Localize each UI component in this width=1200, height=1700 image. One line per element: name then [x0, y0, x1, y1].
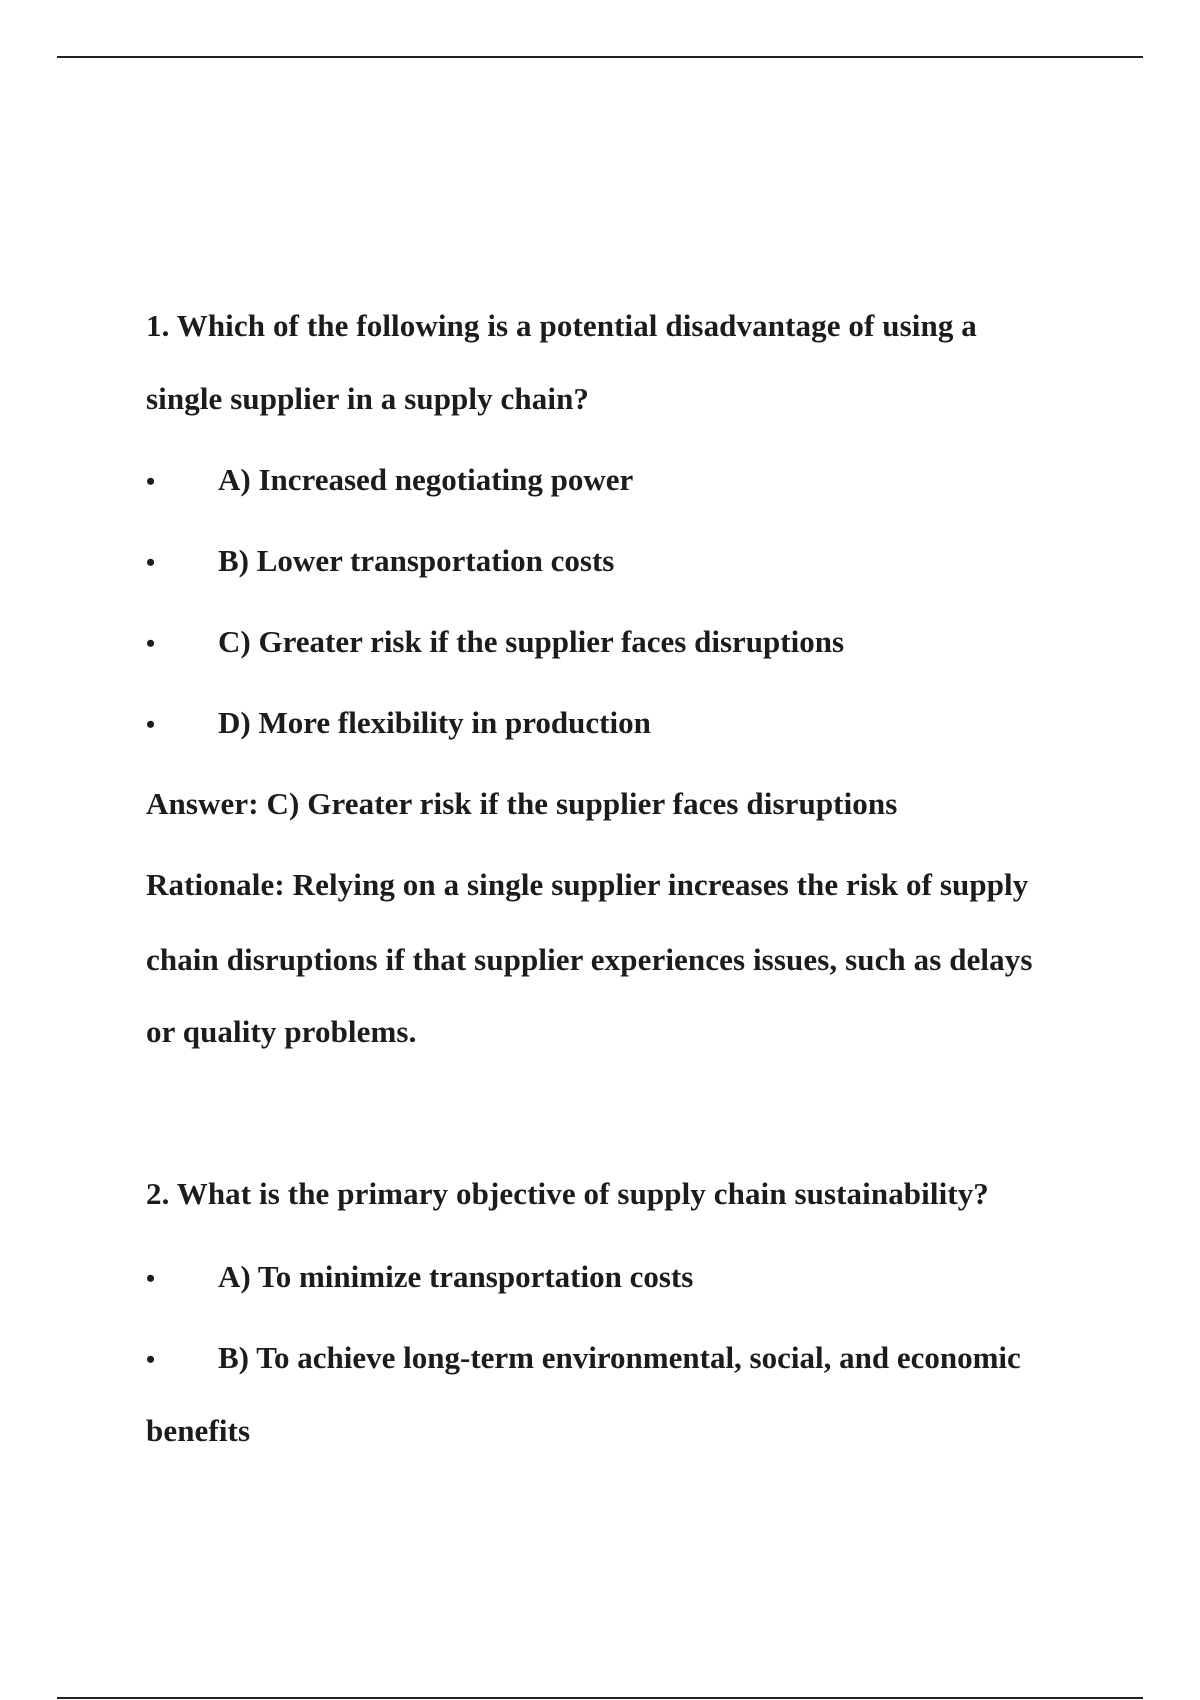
- bullet-icon: •: [146, 1264, 156, 1293]
- option-label: A) To minimize transportation costs: [218, 1259, 694, 1294]
- bullet-icon: •: [146, 548, 156, 577]
- question-1-rationale-line-3: or quality problems.: [146, 1014, 417, 1049]
- bullet-icon: •: [146, 467, 156, 496]
- question-2-stem: 2. What is the primary objective of supply chain sustainability?: [146, 1176, 989, 1211]
- option-label: C) Greater risk if the supplier faces disruptions: [218, 624, 845, 659]
- bullet-icon: •: [146, 1345, 156, 1374]
- question-1-rationale-line-2: chain disruptions if that supplier experiences issues, such as delays: [146, 942, 1033, 977]
- option-label: B) To achieve long-term environmental, social, and economic: [218, 1340, 1021, 1375]
- question-1-rationale-line-1: Rationale: Relying on a single supplier increases the risk of supply: [146, 867, 1029, 902]
- option-label: B) Lower transportation costs: [218, 543, 615, 578]
- question-1-option-c: [146, 622, 844, 664]
- question-2-option-b: [146, 1338, 1021, 1380]
- question-2-option-a: [146, 1257, 693, 1299]
- question-1-option-b: [146, 541, 614, 583]
- question-1-stem-line-1: 1. Which of the following is a potential disadvantage of using a: [146, 308, 977, 343]
- question-1-option-d: [146, 703, 651, 745]
- bullet-icon: •: [146, 629, 156, 658]
- bullet-icon: •: [146, 710, 156, 739]
- top-rule: [57, 56, 1143, 58]
- question-2-option-b-continuation: benefits: [146, 1413, 251, 1448]
- option-label: D) More flexibility in production: [218, 705, 651, 740]
- question-1-option-a: [146, 460, 633, 502]
- question-1-answer: Answer: C) Greater risk if the supplier faces disruptions: [146, 786, 898, 821]
- bottom-rule: [57, 1697, 1143, 1699]
- option-label: A) Increased negotiating power: [218, 462, 634, 497]
- question-1-stem-line-2: single supplier in a supply chain?: [146, 381, 590, 416]
